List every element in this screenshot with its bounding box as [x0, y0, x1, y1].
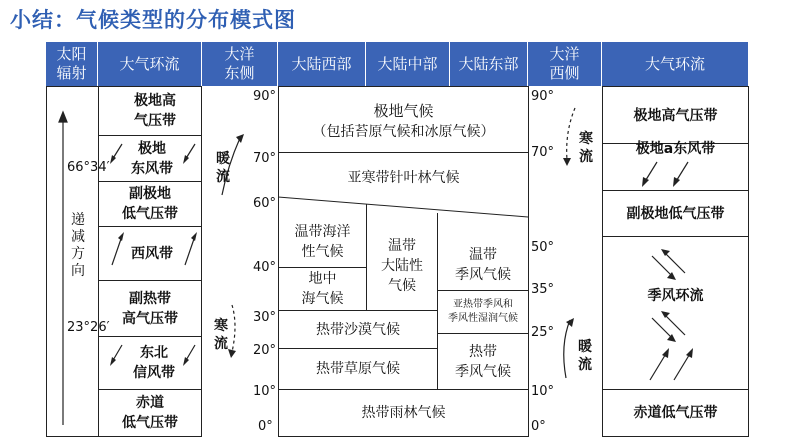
- lat-left-20: 20°: [253, 343, 277, 358]
- lat-left-40: 40°: [253, 260, 277, 275]
- page-title: 小结：气候类型的分布模式图: [10, 8, 296, 32]
- right-belt-subpolar-low: 副极地低气压带: [626, 205, 725, 222]
- left-belt-polar-high: 极地高 气压带: [134, 93, 176, 129]
- ocean-east-cold-current: 寒 流: [214, 318, 228, 352]
- header-sun-radiation: 太阳 辐射: [46, 42, 98, 86]
- lat-right-10: 10°: [531, 384, 555, 399]
- lat-right-70: 70°: [531, 145, 555, 160]
- header-ocean-east: 大洋 东侧: [202, 42, 278, 86]
- header-circulation-right: 大气环流: [602, 42, 748, 86]
- lat-right-90: 90°: [531, 89, 555, 104]
- climate-polar-subtext: （包括苔原气候和冰原气候）: [312, 124, 495, 140]
- climate-rainforest: 热带雨林气候: [361, 405, 446, 421]
- header-continent-west: 大陆西部: [278, 42, 366, 86]
- lat-left-60: 60°: [253, 196, 277, 211]
- left-belt-polar-easterlies: 极地 东风带: [131, 141, 173, 177]
- left-belt-subtropical-high: 副热带 高气压带: [122, 290, 178, 327]
- ocean-west-cold-current: 寒 流: [579, 131, 593, 165]
- right-belt-polar-high: 极地高气压带: [633, 107, 718, 124]
- lat-right-35: 35°: [531, 282, 555, 297]
- climate-tropical-monsoon: 热带 季风气候: [455, 343, 511, 380]
- lat-23-label: 23°26′: [67, 320, 110, 335]
- right-belt-polar-easterlies: 极地a东风带: [635, 141, 716, 157]
- left-belt-equatorial-low: 赤道 低气压带: [122, 395, 178, 431]
- climate-polar: 极地气候: [373, 102, 434, 120]
- climate-temperate-monsoon: 温带 季风气候: [455, 247, 511, 283]
- lat-left-90: 90°: [253, 89, 277, 104]
- left-belt-westerlies: 西风带: [131, 245, 173, 262]
- header-ocean-west: 大洋 西侧: [528, 42, 602, 86]
- climate-savanna: 热带草原气候: [316, 361, 400, 377]
- right-belt-equatorial-low: 赤道低气压带: [633, 405, 718, 421]
- left-belt-subpolar-low: 副极地 低气压带: [122, 186, 178, 222]
- lat-right-50: 50°: [531, 240, 555, 255]
- lat-left-10: 10°: [253, 384, 277, 399]
- lat-left-70: 70°: [253, 151, 277, 166]
- lat-right-25: 25°: [531, 325, 555, 340]
- climate-subarctic: 亚寒带针叶林气候: [347, 170, 460, 186]
- right-belt-monsoon: 季风环流: [647, 288, 704, 304]
- lat-left-0: 0°: [258, 419, 273, 434]
- ocean-west-warm-current: 暖 流: [578, 339, 592, 373]
- left-belt-ne-trades: 东北 信风带: [133, 345, 175, 381]
- lat-66-label: 66°34′: [67, 160, 110, 175]
- climate-mediterranean: 地中 海气候: [301, 271, 344, 307]
- header-continent-mid: 大陆中部: [366, 42, 450, 86]
- climate-temperate-continental: 温带 大陆性 气候: [381, 238, 423, 294]
- lat-right-0: 0°: [531, 419, 546, 434]
- sun-decrease-label: 递 减 方 向: [71, 212, 85, 279]
- lat-left-30: 30°: [253, 310, 277, 325]
- header-circulation-left: 大气环流: [98, 42, 202, 86]
- climate-tropical-desert: 热带沙漠气候: [316, 321, 400, 338]
- ocean-east-warm-current: 暖 流: [216, 151, 230, 185]
- header-continent-east: 大陆东部: [450, 42, 528, 86]
- climate-temperate-maritime: 温带海洋 性气候: [294, 224, 351, 260]
- climate-subtropical-monsoon: 亚热带季风和 季风性湿润气候: [448, 299, 518, 324]
